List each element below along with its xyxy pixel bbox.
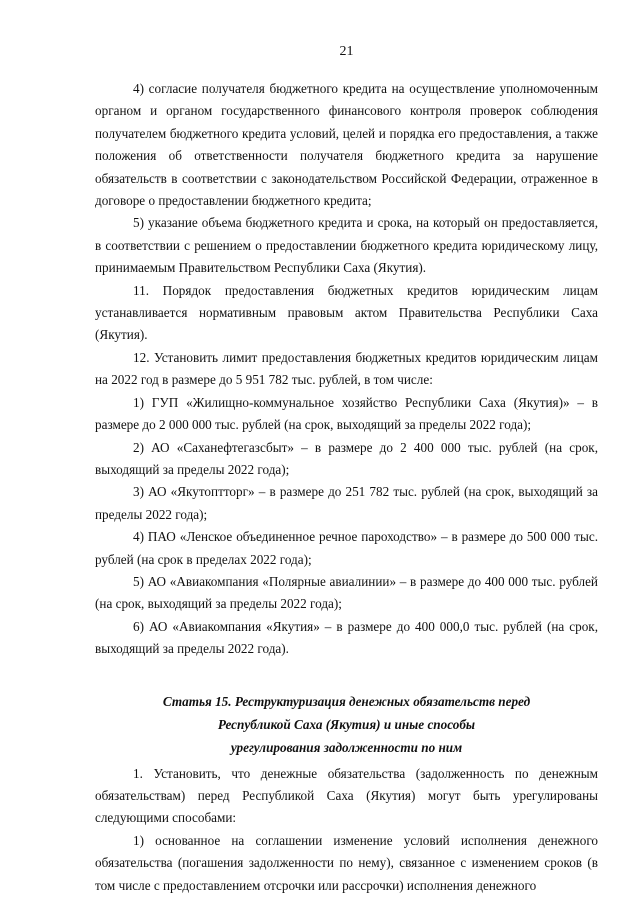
paragraph: 12. Установить лимит предоставления бюджетных кредитов юридическим лицам на 2022 год в размере до 5 951 782 тыс. рублей, в том числе: [95, 349, 598, 388]
paragraph: 3) АО «Якутоптторг» – в размере до 251 782 тыс. рублей (на срок, выходящий за пределы 2022 года); [95, 484, 598, 522]
paragraph: 5) АО «Авиакомпания «Полярные авиалинии» – в размере до 400 000 тыс. рублей (на срок, выходящий за пределы 2022 года); [95, 573, 598, 612]
paragraph: 5) указание объема бюджетного кредита и срока, на который он предоставляется, в соответствии с решением о предоставлении бюджетного кредита юридическому лицу, принимаемым Правительством Республики Саха (Якутия). [95, 215, 598, 276]
paragraph: 11. Порядок предоставления бюджетных кредитов юридическим лицам устанавливается нормативным правовым актом Правительства Республики Саха (Якутия). [95, 282, 598, 343]
paragraph: 1) ГУП «Жилищно-коммунальное хозяйство Республики Саха (Якутия)» – в размере до 2 000 000 тыс. рублей (на срок, выходящий за пределы 2022 года); [95, 394, 598, 433]
paragraph: 1. Установить, что денежные обязательства (задолженность по денежным обязательствам) перед Республикой Саха (Якутия) могут быть урегулированы следующими способами: [95, 765, 598, 826]
paragraph: 4) ПАО «Ленское объединенное речное пароходство» – в размере до 500 000 тыс. рублей (на срок в пределах 2022 года); [95, 529, 598, 567]
page-number: 21 [339, 44, 354, 59]
article-heading-line: Республикой Саха (Якутия) и иные способы [217, 716, 476, 732]
article-heading [95, 690, 598, 759]
paragraph: 2) АО «Саханефтегазсбыт» – в размере до 2 400 000 тыс. рублей (на срок, выходящий за пределы 2022 года); [95, 439, 598, 477]
article-heading-line: урегулирования задолженности по ним [230, 739, 463, 755]
paragraph: 4) согласие получателя бюджетного кредита на осуществление уполномоченным органом и органом государственного финансового контроля проверок соблюдения получателем бюджетного кредита условий, целей и порядка его предоставления, а также положения об ответственности получателя бюджетного кредита за нарушение обязательств в соответствии с законодательством Российской Федерации, отраженное в договоре о предоставлении бюджетного кредита; [95, 81, 598, 209]
article-heading-line: Статья 15. Реструктуризация денежных обязательств перед [162, 693, 531, 709]
paragraph: 6) АО «Авиакомпания «Якутия» – в размере до 400 000,0 тыс. рублей (на срок, выходящий за пределы 2022 года). [95, 618, 598, 657]
paragraph: 1) основанное на соглашении изменение условий исполнения денежного обязательства (погашения задолженности по нему), связанное с изменением сроков (в том числе с предоставлением отсрочки или рассрочки) исполнения денежного [95, 832, 598, 893]
